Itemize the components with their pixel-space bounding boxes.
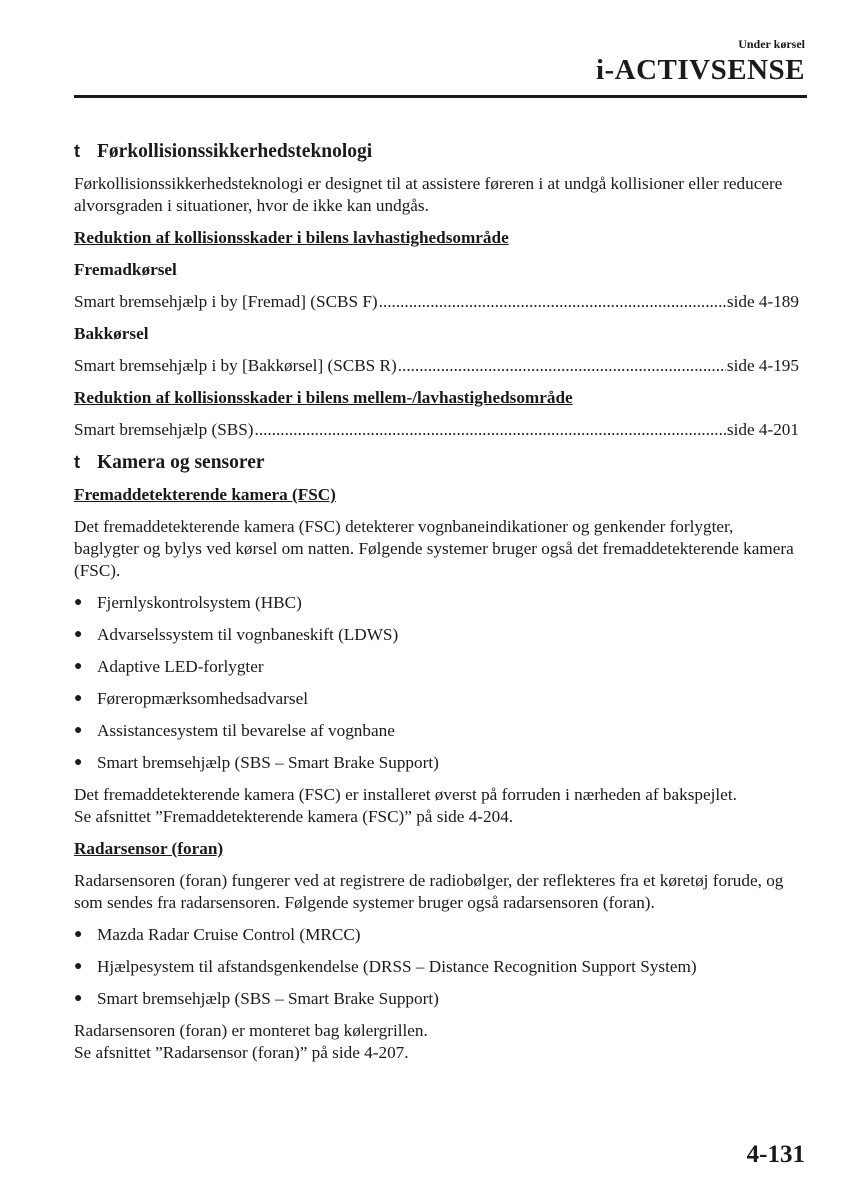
- list-item-text: Smart bremsehjælp (SBS – Smart Brake Support): [97, 753, 439, 772]
- page-title: i-ACTIVSENSE: [595, 54, 805, 86]
- list-item-text: Adaptive LED-forlygter: [97, 657, 264, 676]
- camera-note-location: Det fremaddetekterende kamera (FSC) er installeret øverst på forruden i nærheden af bakspejlet.: [74, 785, 737, 804]
- list-item-text: Assistancesystem til bevarelse af vognbane: [97, 721, 395, 740]
- toc-leader-dots: [398, 355, 726, 377]
- toc-entry-label: Smart bremsehjælp (SBS): [74, 420, 254, 439]
- list-item: [74, 656, 799, 678]
- camera-note-reference: Se afsnittet ”Fremaddetekterende kamera (FSC)” på side 4-204.: [74, 807, 514, 826]
- header-subtitle: Under kørsel: [738, 37, 805, 51]
- bullet-icon: ●: [74, 691, 83, 706]
- radar-intro: Radarsensoren (foran) fungerer ved at registrere de radiobølger, der reflekteres fra et køretøj forude, og som sendes fra radarsensoren. Følgende systemer bruger også radarsensoren (foran).: [74, 871, 784, 912]
- list-item-text: Fjernlyskontrolsystem (HBC): [97, 593, 302, 612]
- list-item: [74, 624, 799, 646]
- header-divider: [74, 95, 807, 98]
- list-item-text: Mazda Radar Cruise Control (MRCC): [97, 925, 361, 944]
- radar-note-location: Radarsensoren (foran) er monteret bag kølergrillen.: [74, 1021, 428, 1040]
- list-item-text: Smart bremsehjælp (SBS – Smart Brake Support): [97, 989, 439, 1008]
- camera-intro: Det fremaddetekterende kamera (FSC) detekterer vognbaneindikationer og genkender forlygter, baglygter og bylys ved kørsel om natten. Følgende systemer bruger også det fremaddetekterende kamera (FSC).: [74, 517, 794, 580]
- list-item: [74, 956, 799, 978]
- bullet-icon: ●: [74, 927, 83, 942]
- list-item: [74, 752, 799, 774]
- section-heading-camera-sensors: [74, 451, 799, 474]
- toc-entry-page: side 4-189: [726, 292, 799, 311]
- section-heading-text: Førkollisionssikkerhedsteknologi: [97, 141, 373, 162]
- toc-entry-label: Smart bremsehjælp i by [Bakkørsel] (SCBS R): [74, 356, 397, 375]
- mid-speed-heading: Reduktion af kollisionsskader i bilens mellem-/lavhastighedsområde: [74, 388, 573, 407]
- section-intro: Førkollisionssikkerhedsteknologi er designet til at assistere føreren i at undgå kollisioner eller reducere alvorsgraden i situationer, hvor de ikke kan undgås.: [74, 174, 783, 215]
- toc-leader-dots: [255, 419, 726, 441]
- bullet-icon: ●: [74, 595, 83, 610]
- bullet-icon: ●: [74, 723, 83, 738]
- section-marker-icon: t: [74, 452, 80, 472]
- forward-heading: Fremadkørsel: [74, 260, 177, 279]
- section-heading-text: Kamera og sensorer: [97, 452, 265, 473]
- toc-entry-sbs: [74, 419, 799, 441]
- radar-heading: Radarsensor (foran): [74, 839, 224, 858]
- toc-entry-scbs-f: [74, 291, 799, 313]
- list-item: [74, 988, 799, 1010]
- toc-leader-dots: [379, 291, 726, 313]
- toc-entry-page: side 4-195: [726, 356, 799, 375]
- bullet-icon: ●: [74, 659, 83, 674]
- low-speed-heading: Reduktion af kollisionsskader i bilens lavhastighedsområde: [74, 228, 509, 247]
- list-item-text: Advarselssystem til vognbaneskift (LDWS): [97, 625, 399, 644]
- bullet-icon: ●: [74, 959, 83, 974]
- reverse-heading: Bakkørsel: [74, 324, 149, 343]
- radar-note-reference: Se afsnittet ”Radarsensor (foran)” på side 4-207.: [74, 1043, 409, 1062]
- bullet-icon: ●: [74, 627, 83, 642]
- page-content: [74, 140, 799, 1074]
- bullet-icon: ●: [74, 755, 83, 770]
- radar-systems-list: [74, 924, 799, 1010]
- page-number: 4-131: [746, 1141, 805, 1168]
- toc-entry-label: Smart bremsehjælp i by [Fremad] (SCBS F): [74, 292, 378, 311]
- camera-heading: Fremaddetekterende kamera (FSC): [74, 485, 336, 504]
- bullet-icon: ●: [74, 991, 83, 1006]
- list-item: [74, 592, 799, 614]
- section-marker-icon: t: [74, 141, 80, 161]
- list-item-text: Hjælpesystem til afstandsgenkendelse (DRSS – Distance Recognition Support System): [97, 957, 697, 976]
- list-item: [74, 924, 799, 946]
- list-item-text: Føreropmærksomhedsadvarsel: [97, 689, 308, 708]
- toc-entry-scbs-r: [74, 355, 799, 377]
- camera-systems-list: [74, 592, 799, 774]
- list-item: [74, 720, 799, 742]
- section-heading-precollision: [74, 140, 799, 163]
- toc-entry-page: side 4-201: [726, 420, 799, 439]
- list-item: [74, 688, 799, 710]
